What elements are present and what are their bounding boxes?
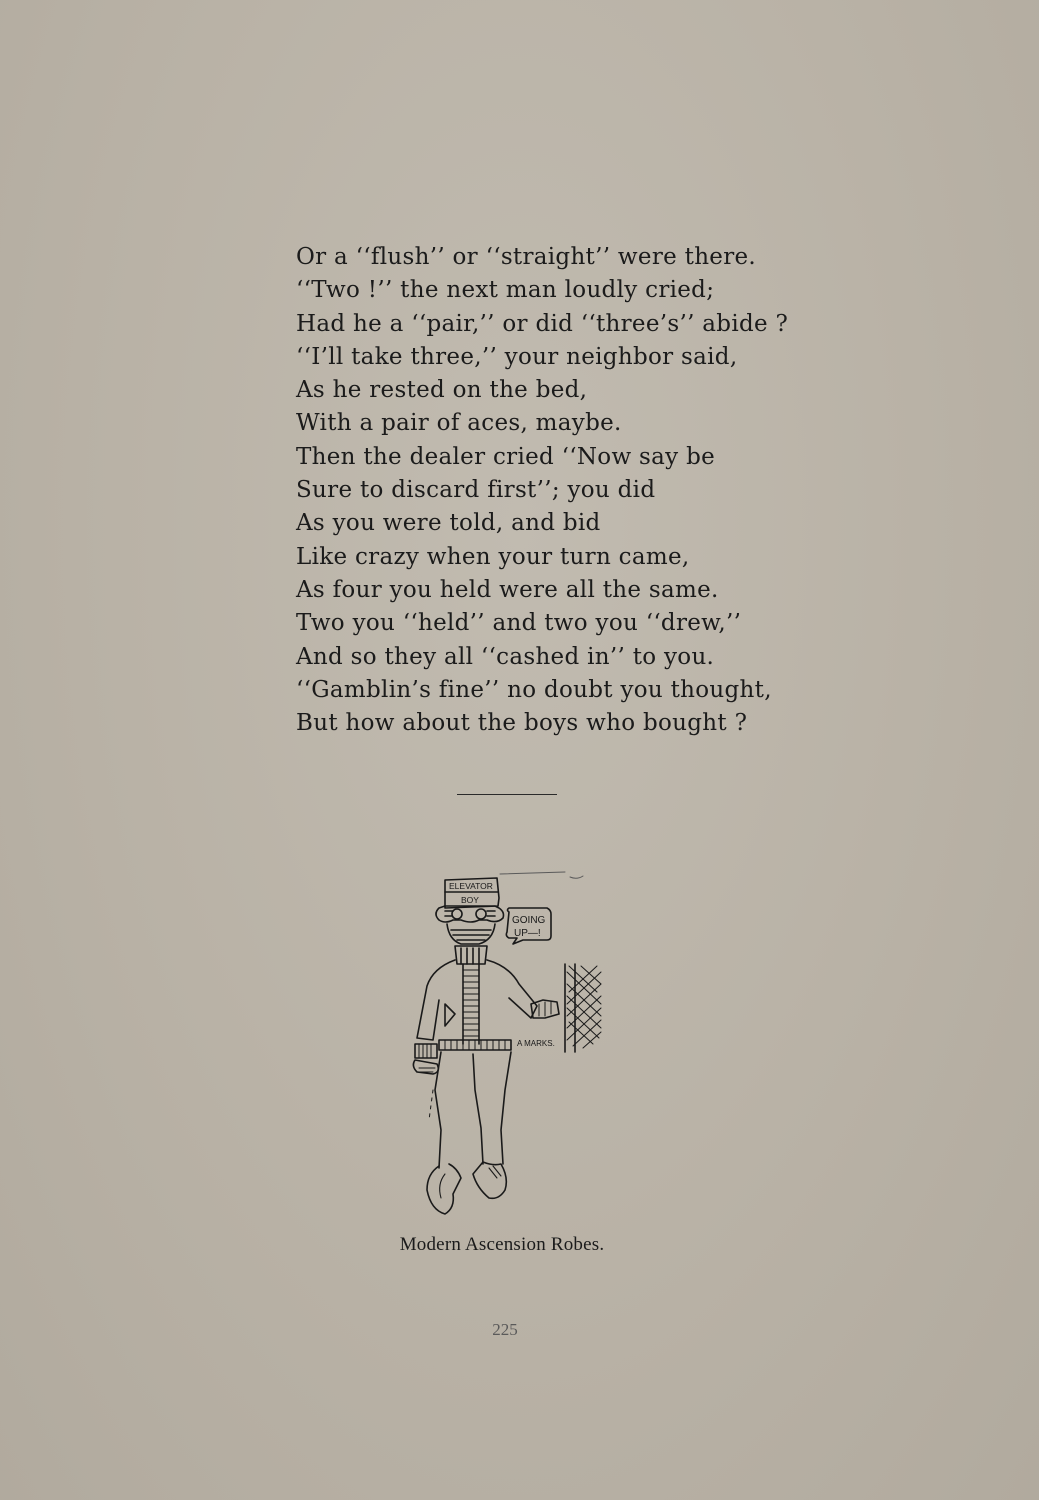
poem-line: Or a ‘‘flush’’ or ‘‘straight’’ were there.	[296, 244, 757, 270]
poem-block	[296, 241, 996, 740]
poem-line: Sure to discard first’’; you did	[296, 477, 656, 504]
poem-line: Had he a ‘‘pair,’’ or did ‘‘three’s’’ abide ?	[296, 310, 789, 337]
poem-line: Then the dealer cried ‘‘Now say be	[296, 443, 716, 470]
illustration-caption: Modern Ascension Robes.	[399, 1234, 605, 1255]
poem-line: ‘‘Two !’’ the next man loudly cried;	[296, 277, 715, 304]
poem-line: With a pair of aces, maybe.	[296, 410, 622, 437]
elevator-boy-illustration	[405, 868, 605, 1223]
speech-bubble-text: UP—!	[514, 928, 541, 939]
page-number: 225	[492, 1320, 518, 1339]
cap-label-text: ELEVATOR	[449, 881, 493, 891]
poem-line: But how about the boys who bought ?	[296, 710, 748, 737]
section-divider	[457, 794, 557, 795]
poem-line: Two you ‘‘held’’ and two you ‘‘drew,’’	[296, 610, 742, 637]
poem-line: As you were told, and bid	[296, 510, 601, 537]
poem-line: As four you held were all the same.	[296, 576, 719, 603]
cap-label-text: BOY	[461, 895, 479, 905]
artist-signature: A MARKS.	[517, 1039, 555, 1048]
poem-line: As he rested on the bed,	[296, 377, 588, 404]
poem-line: ‘‘I’ll take three,’’ your neighbor said,	[296, 343, 738, 370]
speech-bubble-text: GOING	[512, 915, 546, 926]
poem-line: And so they all ‘‘cashed in’’ to you.	[296, 643, 715, 670]
poem-line: ‘‘Gamblin’s fine’’ no doubt you thought,	[296, 676, 772, 703]
poem-line: Like crazy when your turn came,	[296, 543, 690, 570]
